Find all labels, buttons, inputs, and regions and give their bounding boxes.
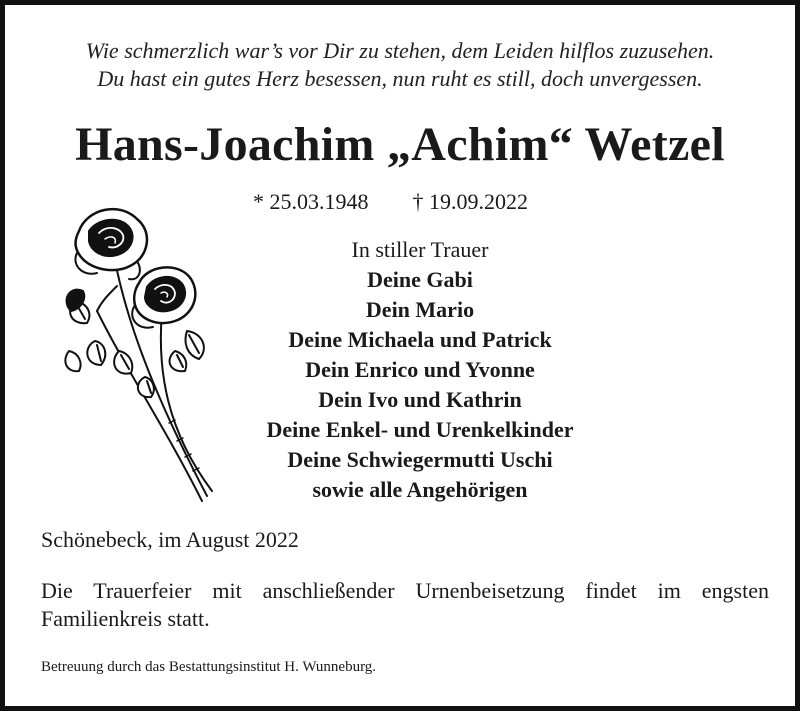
verse-line-2: Du hast ein gutes Herz besessen, nun ruht es still, doch unvergessen.	[97, 66, 703, 91]
deceased-name: Hans-Joachim „Achim“ Wetzel	[75, 118, 725, 171]
funeral-notice: Die Trauerfeier mit anschließender Urnenbeisetzung findet im engsten Familienkreis statt.	[41, 578, 769, 631]
birth-date: * 25.03.1948	[253, 189, 369, 214]
mourner-name: Dein Ivo und Kathrin	[318, 387, 522, 412]
funeral-home-credit: Betreuung durch das Bestattungsinstitut H. Wunneburg.	[41, 659, 377, 675]
mourner-name: Dein Enrico und Yvonne	[305, 357, 535, 382]
mourner-name: Deine Gabi	[367, 267, 473, 292]
mourner-name: sowie alle Angehörigen	[312, 477, 528, 502]
roses-illustration	[57, 201, 227, 506]
mourners-list	[205, 235, 635, 505]
mourning-intro: In stiller Trauer	[351, 237, 489, 262]
mourner-name: Deine Enkel- und Urenkelkinder	[266, 417, 574, 442]
verse-line-1: Wie schmerzlich war’s vor Dir zu stehen, dem Leiden hilflos zuzusehen.	[85, 38, 715, 63]
mourner-name: Deine Schwiegermutti Uschi	[287, 447, 553, 472]
death-date: † 19.09.2022	[412, 189, 528, 214]
place-date: Schönebeck, im August 2022	[41, 527, 299, 552]
life-dates	[253, 188, 528, 216]
mourner-name: Deine Michaela und Patrick	[288, 327, 552, 352]
mourner-name: Dein Mario	[365, 297, 475, 322]
